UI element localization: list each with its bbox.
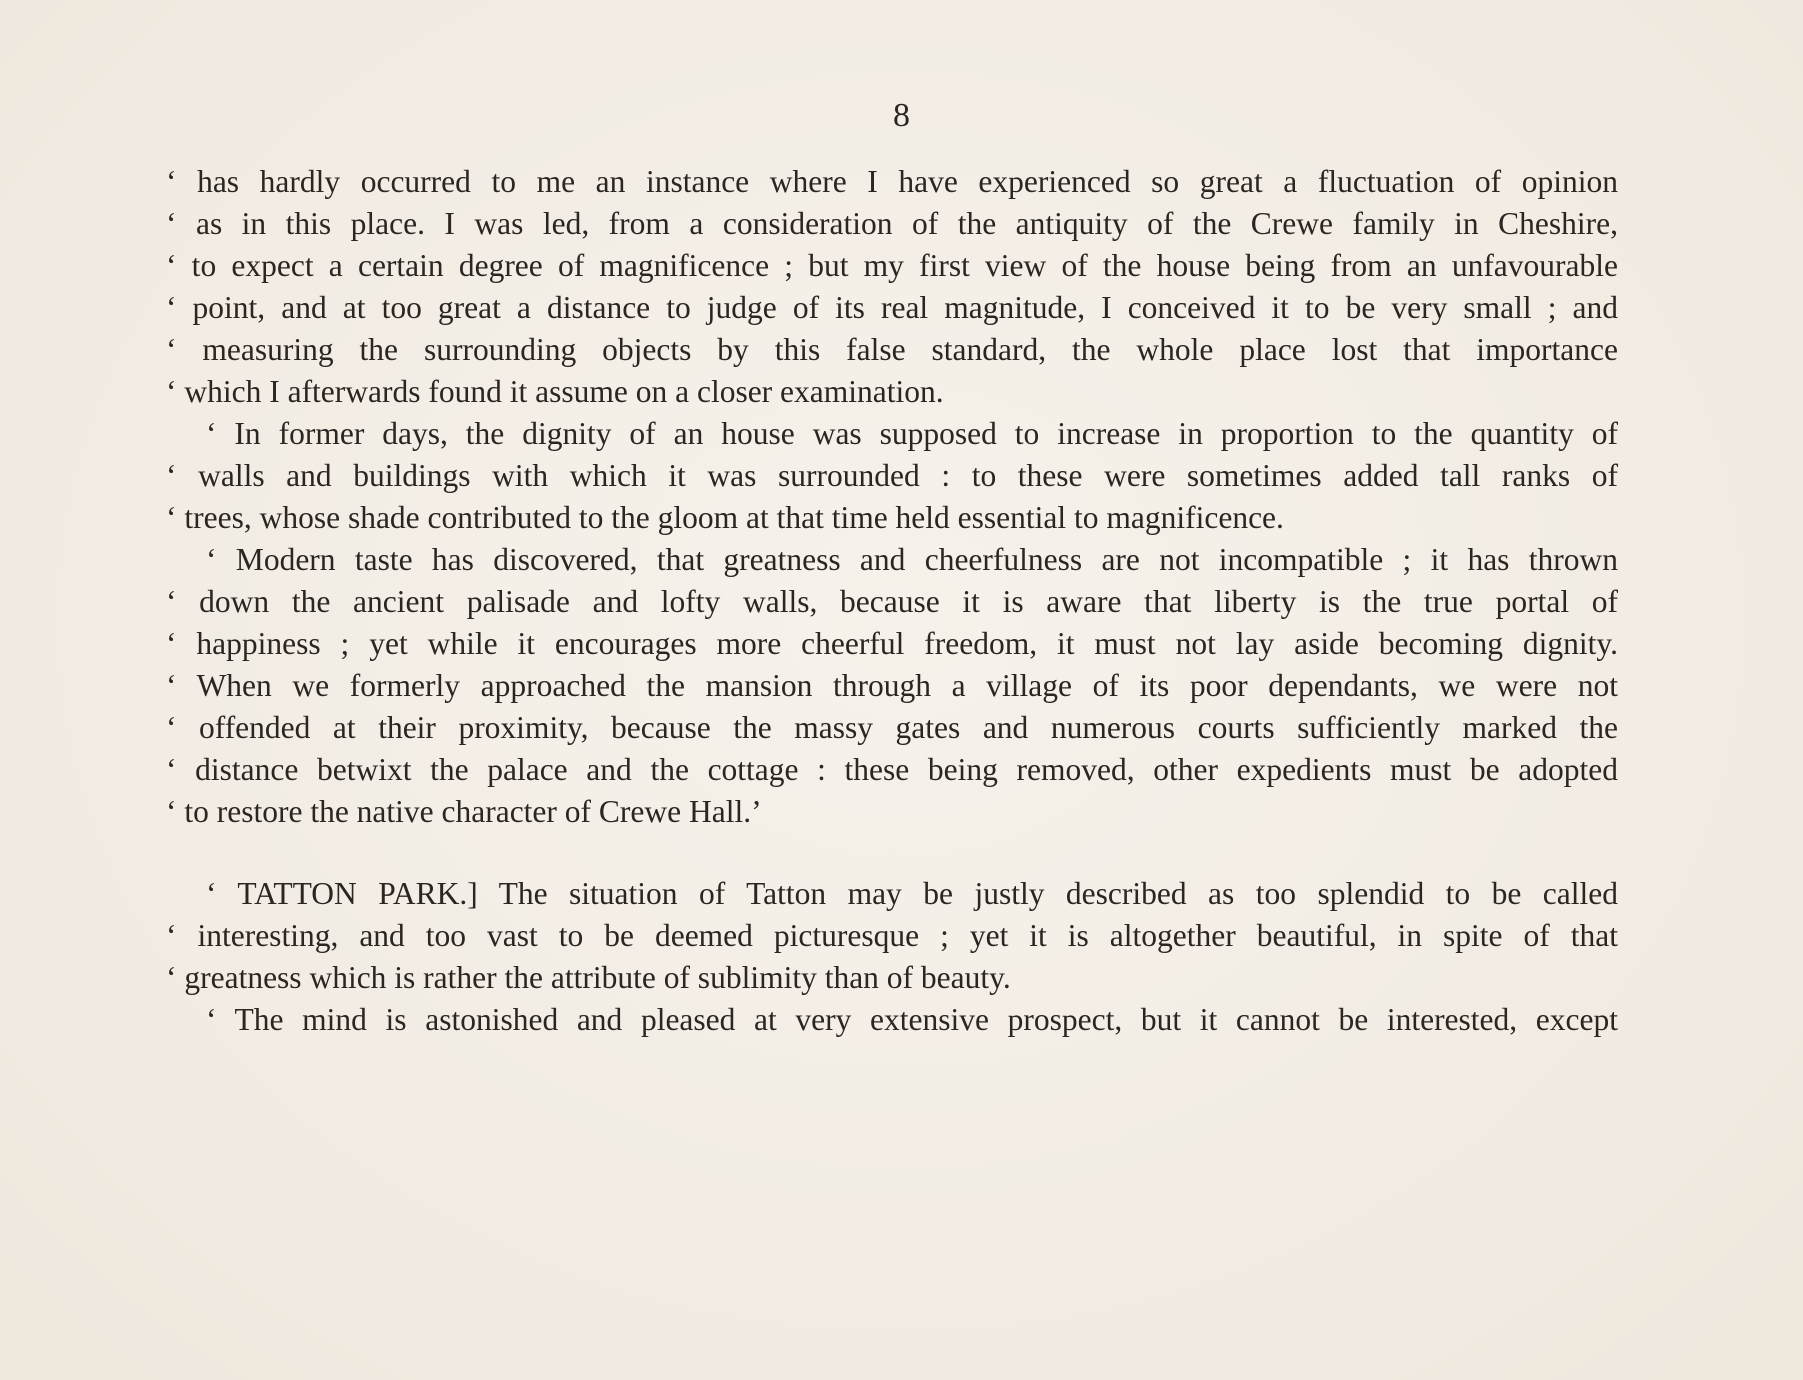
text-line-2: ‘ as in this place. I was led, from a consideration of the antiquity of the Crewe family in Cheshire, <box>166 206 1618 241</box>
text-line-10: ‘ Modern taste has discovered, that greatness and cheerfulness are not incompatible ; it has thrown <box>206 542 1618 577</box>
text-line-6: ‘ which I afterwards found it assume on a closer examination. <box>166 374 944 409</box>
text-line-15: ‘ distance betwixt the palace and the cottage : these being removed, other expedients must be adopted <box>166 752 1618 787</box>
text-line-7: ‘ In former days, the dignity of an house was supposed to increase in proportion to the quantity of <box>206 416 1618 451</box>
text-line-3: ‘ to expect a certain degree of magnificence ; but my first view of the house being from an unfavourable <box>166 248 1618 283</box>
text-line-11: ‘ down the ancient palisade and lofty walls, because it is aware that liberty is the true portal of <box>166 584 1618 619</box>
text-line-4: ‘ point, and at too great a distance to judge of its real magnitude, I conceived it to be very small ; and <box>166 290 1618 325</box>
text-line-14: ‘ offended at their proximity, because the massy gates and numerous courts sufficiently marked the <box>166 710 1618 745</box>
text-line-20: ‘ The mind is astonished and pleased at very extensive prospect, but it cannot be interested, except <box>206 1002 1618 1037</box>
page-number: 8 <box>893 97 910 134</box>
text-line-5: ‘ measuring the surrounding objects by this false standard, the whole place lost that importance <box>166 332 1618 367</box>
text-line-18: ‘ interesting, and too vast to be deemed picturesque ; yet it is altogether beautiful, in spite of that <box>166 918 1618 953</box>
text-line-19: ‘ greatness which is rather the attribute of sublimity than of beauty. <box>166 960 1011 995</box>
text-line-12: ‘ happiness ; yet while it encourages more cheerful freedom, it must not lay aside becoming dignity. <box>166 626 1618 661</box>
text-line-9: ‘ trees, whose shade contributed to the gloom at that time held essential to magnificence. <box>166 500 1284 535</box>
text-line-8: ‘ walls and buildings with which it was surrounded : to these were sometimes added tall ranks of <box>166 458 1618 493</box>
text-line-13: ‘ When we formerly approached the mansion through a village of its poor dependants, we were not <box>166 668 1618 703</box>
text-line-16: ‘ to restore the native character of Crewe Hall.’ <box>166 794 762 829</box>
text-line-1: ‘ has hardly occurred to me an instance where I have experienced so great a fluctuation of opinion <box>166 164 1618 199</box>
text-line-17: ‘ TATTON PARK.] The situation of Tatton may be justly described as too splendid to be called <box>206 876 1618 911</box>
